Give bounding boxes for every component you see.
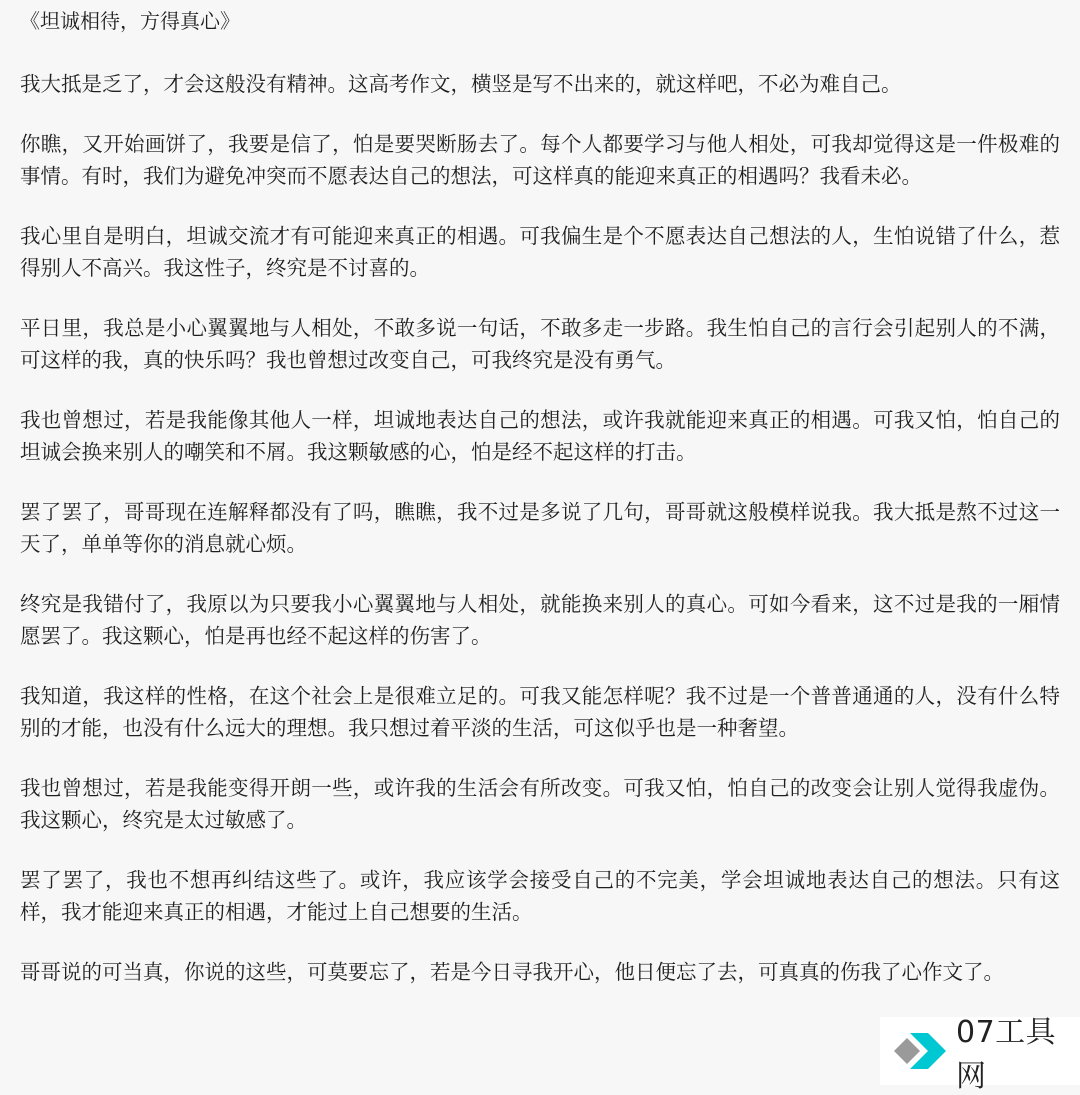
paragraph: 终究是我错付了，我原以为只要我小心翼翼地与人相处，就能换来别人的真心。可如今看来，这不过是我的一厢情愿罢了。我这颗心，怕是再也经不起这样的伤害了。 bbox=[20, 592, 1060, 648]
paragraph: 我心里自是明白，坦诚交流才有可能迎来真正的相遇。可我偏生是个不愿表达自己想法的人，生怕说错了什么，惹得别人不高兴。我这性子，终究是不讨喜的。 bbox=[20, 224, 1060, 280]
site-watermark[interactable] bbox=[880, 1015, 1080, 1094]
paragraph: 你瞧，又开始画饼了，我要是信了，怕是要哭断肠去了。每个人都要学习与他人相处，可我却觉得这是一件极难的事情。有时，我们为避免冲突而不愿表达自己的想法，可这样真的能迎来真正的相遇吗？我看未必。 bbox=[20, 132, 1060, 188]
paragraph: 我也曾想过，若是我能变得开朗一些，或许我的生活会有所改变。可我又怕，怕自己的改变会让别人觉得我虚伪。我这颗心，终究是太过敏感了。 bbox=[20, 776, 1060, 832]
diamond-logo-icon bbox=[892, 1023, 948, 1079]
paragraph: 哥哥说的可当真，你说的这些，可莫要忘了，若是今日寻我开心，他日便忘了去，可真真的伤我了心作文了。 bbox=[20, 960, 1004, 984]
paragraph: 我也曾想过，若是我能像其他人一样，坦诚地表达自己的想法，或许我就能迎来真正的相遇。可我又怕，怕自己的坦诚会换来别人的嘲笑和不屑。我这颗敏感的心，怕是经不起这样的打击。 bbox=[20, 408, 1060, 464]
article-title: 《坦诚相待，方得真心》 bbox=[20, 9, 240, 33]
watermark-text: 07工具网 bbox=[956, 1015, 1057, 1094]
article bbox=[20, 0, 1060, 988]
paragraph: 平日里，我总是小心翼翼地与人相处，不敢多说一句话，不敢多走一步路。我生怕自己的言行会引起别人的不满，可这样的我，真的快乐吗？我也曾想过改变自己，可我终究是没有勇气。 bbox=[20, 316, 1060, 372]
paragraph: 我知道，我这样的性格，在这个社会上是很难立足的。可我又能怎样呢？我不过是一个普普通通的人，没有什么特别的才能，也没有什么远大的理想。我只想过着平淡的生活，可这似乎也是一种奢望。 bbox=[20, 684, 1060, 740]
paragraph: 我大抵是乏了，才会这般没有精神。这高考作文，横竖是写不出来的，就这样吧，不必为难自己。 bbox=[20, 72, 902, 96]
paragraph: 罢了罢了，哥哥现在连解释都没有了吗，瞧瞧，我不过是多说了几句，哥哥就这般模样说我。我大抵是熬不过这一天了，单单等你的消息就心烦。 bbox=[20, 500, 1060, 556]
paragraph: 罢了罢了，我也不想再纠结这些了。或许，我应该学会接受自己的不完美，学会坦诚地表达自己的想法。只有这样，我才能迎来真正的相遇，才能过上自己想要的生活。 bbox=[20, 868, 1060, 924]
